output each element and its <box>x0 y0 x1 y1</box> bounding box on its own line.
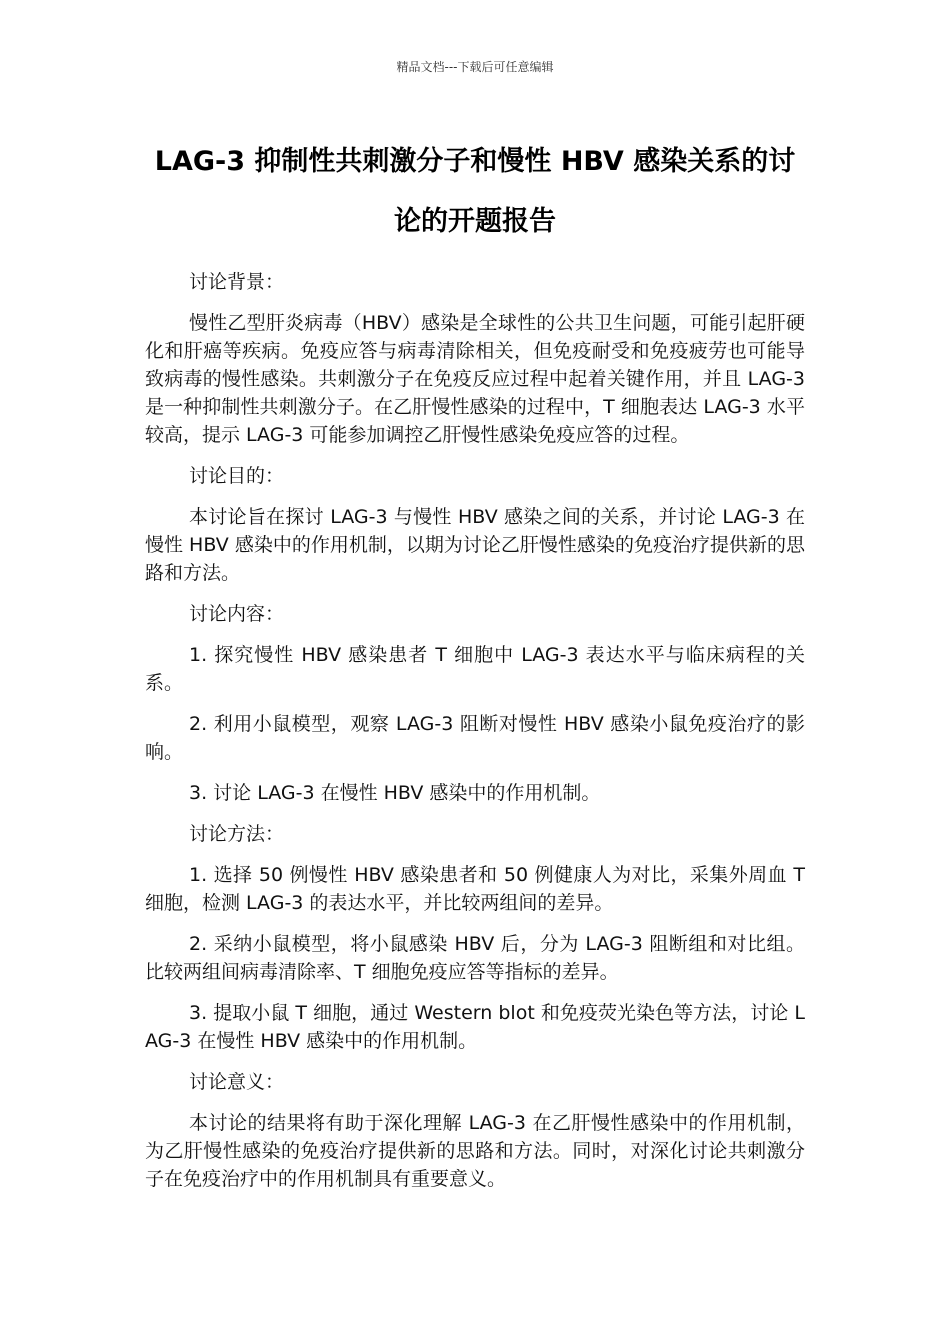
purpose-paragraph: 本讨论旨在探讨 LAG-3 与慢性 HBV 感染之间的关系，并讨论 LAG-3 在慢性 HBV 感染中的作用机制，以期为讨论乙肝慢性感染的免疫治疗提供新的思路和方法。 <box>145 506 805 584</box>
content-heading: 讨论内容： <box>189 603 285 625</box>
content-item-1: 1. 探究慢性 HBV 感染患者 T 细胞中 LAG-3 表达水平与临床病程的关系。 <box>145 644 805 694</box>
method-item-2: 2. 采纳小鼠模型，将小鼠感染 HBV 后，分为 LAG-3 阻断组和对比组。比较两组间病毒清除率、T 细胞免疫应答等指标的差异。 <box>145 933 805 983</box>
method-item-1: 1. 选择 50 例慢性 HBV 感染患者和 50 例健康人为对比，采集外周血 T 细胞，检测 LAG-3 的表达水平，并比较两组间的差异。 <box>145 864 805 914</box>
significance-heading: 讨论意义： <box>189 1071 285 1093</box>
header-note: 精品文档---下载后可任意编辑 <box>396 60 554 74</box>
document-body <box>145 268 805 1206</box>
content-item-3: 3. 讨论 LAG-3 在慢性 HBV 感染中的作用机制。 <box>189 782 601 804</box>
background-paragraph: 慢性乙型肝炎病毒（HBV）感染是全球性的公共卫生问题，可能引起肝硬化和肝癌等疾病。免疫应答与病毒清除相关，但免疫耐受和免疫疲劳也可能导致病毒的慢性感染。共刺激分子在免疫反应过程中起着关键作用，并且 LAG-3 是一种抑制性共刺激分子。在乙肝慢性感染的过程中，T 细胞表达 LAG-3 水平较高，提示 LAG-3 可能参加调控乙肝慢性感染免疫应答的过程。 <box>145 312 805 446</box>
purpose-heading: 讨论目的： <box>189 465 285 487</box>
method-heading: 讨论方法： <box>189 823 285 845</box>
document-title: LAG-3 抑制性共刺激分子和慢性 HBV 感染关系的讨论的开题报告 <box>154 146 796 237</box>
content-item-2: 2. 利用小鼠模型，观察 LAG-3 阻断对慢性 HBV 感染小鼠免疫治疗的影响。 <box>145 713 805 763</box>
significance-paragraph: 本讨论的结果将有助于深化理解 LAG-3 在乙肝慢性感染中的作用机制，为乙肝慢性感染的免疫治疗提供新的思路和方法。同时，对深化讨论共刺激分子在免疫治疗中的作用机制具有重要意义。 <box>145 1112 805 1190</box>
method-item-3: 3. 提取小鼠 T 细胞，通过 Western blot 和免疫荧光染色等方法，讨论 LAG-3 在慢性 HBV 感染中的作用机制。 <box>145 1002 805 1052</box>
background-heading: 讨论背景： <box>189 271 285 293</box>
